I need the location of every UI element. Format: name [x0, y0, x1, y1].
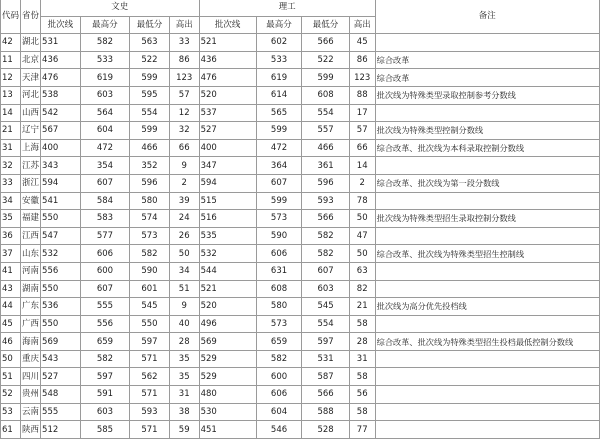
cell-code: 12	[1, 69, 21, 87]
cell-science-min: 566	[302, 34, 349, 52]
cell-science-max: 599	[256, 192, 302, 210]
cell-code: 42	[1, 34, 21, 52]
cell-science-min: 361	[302, 157, 349, 175]
cell-science-min: 587	[302, 368, 349, 386]
cell-science-min: 607	[302, 262, 349, 280]
table-row	[1, 386, 600, 404]
cell-science-max: 573	[256, 315, 302, 333]
cell-remark: 综合改革	[375, 69, 599, 87]
cell-liberal-max: 591	[80, 386, 129, 404]
cell-liberal-batch: 541	[41, 192, 81, 210]
col-header-science: 理工	[199, 0, 375, 16]
cell-remark: 综合改革、批次线为第一段分数线	[375, 174, 599, 192]
col-header-liberal: 文史	[41, 0, 200, 16]
cell-liberal-above: 31	[169, 386, 199, 404]
cell-liberal-max: 472	[80, 139, 129, 157]
cell-science-above: 78	[349, 192, 375, 210]
cell-science-above: 86	[349, 51, 375, 69]
table-row	[1, 333, 600, 351]
cell-science-min: 603	[302, 280, 349, 298]
cell-science-min: 566	[302, 210, 349, 228]
cell-liberal-min: 571	[130, 350, 170, 368]
cell-science-above: 2	[349, 174, 375, 192]
cell-remark	[375, 368, 599, 386]
cell-liberal-above: 28	[169, 333, 199, 351]
cell-province: 陕西	[21, 421, 41, 439]
col-header-science-min: 最低分	[302, 16, 349, 34]
cell-code: 61	[1, 421, 21, 439]
cell-science-min: 599	[302, 69, 349, 87]
cell-liberal-min: 601	[130, 280, 170, 298]
cell-liberal-min: 571	[130, 421, 170, 439]
cell-liberal-max: 619	[80, 69, 129, 87]
cell-science-above: 28	[349, 333, 375, 351]
cell-science-batch: 544	[199, 262, 256, 280]
cell-liberal-batch: 550	[41, 280, 81, 298]
cell-liberal-batch: 538	[41, 86, 81, 104]
table-row	[1, 315, 600, 333]
cell-liberal-min: 573	[130, 227, 170, 245]
cell-liberal-batch: 550	[41, 210, 81, 228]
cell-liberal-batch: 343	[41, 157, 81, 175]
cell-science-batch: 480	[199, 386, 256, 404]
cell-liberal-above: 2	[169, 174, 199, 192]
cell-liberal-batch: 567	[41, 122, 81, 140]
cell-liberal-above: 12	[169, 104, 199, 122]
cell-liberal-max: 604	[80, 122, 129, 140]
cell-remark	[375, 262, 599, 280]
cell-liberal-above: 9	[169, 157, 199, 175]
cell-liberal-max: 583	[80, 210, 129, 228]
cell-province: 河北	[21, 86, 41, 104]
cell-science-batch: 537	[199, 104, 256, 122]
cell-science-batch: 516	[199, 210, 256, 228]
cell-liberal-batch: 543	[41, 350, 81, 368]
col-header-code: 代码	[1, 0, 21, 34]
cell-code: 45	[1, 315, 21, 333]
cell-science-batch: 530	[199, 403, 256, 421]
cell-province: 山西	[21, 104, 41, 122]
cell-liberal-min: 466	[130, 139, 170, 157]
col-header-science-above: 高出	[349, 16, 375, 34]
cell-science-batch: 535	[199, 227, 256, 245]
cell-liberal-above: 40	[169, 315, 199, 333]
cell-science-max: 573	[256, 210, 302, 228]
cell-liberal-above: 123	[169, 69, 199, 87]
cell-province: 北京	[21, 51, 41, 69]
cell-liberal-above: 32	[169, 122, 199, 140]
col-header-remark: 备注	[375, 0, 599, 34]
cell-remark	[375, 157, 599, 175]
cell-science-max: 604	[256, 403, 302, 421]
cell-remark	[375, 315, 599, 333]
cell-liberal-above: 24	[169, 210, 199, 228]
cell-code: 21	[1, 122, 21, 140]
cell-liberal-min: 593	[130, 403, 170, 421]
cell-science-batch: 476	[199, 69, 256, 87]
cell-liberal-batch: 400	[41, 139, 81, 157]
cell-liberal-batch: 436	[41, 51, 81, 69]
col-header-science-batch: 批次线	[199, 16, 256, 34]
cell-liberal-max: 585	[80, 421, 129, 439]
table-body	[1, 34, 600, 439]
cell-liberal-max: 582	[80, 350, 129, 368]
table-row	[1, 174, 600, 192]
cell-remark	[375, 227, 599, 245]
cell-science-max: 631	[256, 262, 302, 280]
cell-science-batch: 451	[199, 421, 256, 439]
cell-code: 36	[1, 227, 21, 245]
cell-remark	[375, 34, 599, 52]
cell-science-min: 554	[302, 315, 349, 333]
cell-code: 37	[1, 245, 21, 263]
cell-science-max: 582	[256, 350, 302, 368]
table-row	[1, 34, 600, 52]
cell-liberal-min: 582	[130, 245, 170, 263]
cell-liberal-above: 66	[169, 139, 199, 157]
col-header-province: 省份	[21, 0, 41, 34]
cell-science-max: 472	[256, 139, 302, 157]
table-row	[1, 245, 600, 263]
cell-science-max: 580	[256, 298, 302, 316]
cell-liberal-max: 603	[80, 403, 129, 421]
cell-liberal-above: 50	[169, 245, 199, 263]
cell-liberal-batch: 569	[41, 333, 81, 351]
cell-code: 46	[1, 333, 21, 351]
cell-science-max: 614	[256, 86, 302, 104]
cell-liberal-above: 39	[169, 192, 199, 210]
cell-science-max: 619	[256, 69, 302, 87]
cell-remark: 综合改革、批次线为特殊类型招生控制线	[375, 245, 599, 263]
cell-code: 32	[1, 157, 21, 175]
cell-liberal-min: 599	[130, 122, 170, 140]
cell-liberal-min: 545	[130, 298, 170, 316]
cell-science-above: 66	[349, 139, 375, 157]
cell-liberal-batch: 536	[41, 298, 81, 316]
cell-science-above: 50	[349, 245, 375, 263]
cell-science-max: 533	[256, 51, 302, 69]
cell-province: 云南	[21, 403, 41, 421]
cell-liberal-min: 522	[130, 51, 170, 69]
cell-remark: 综合改革、批次线为本科录取控制分数线	[375, 139, 599, 157]
cell-liberal-above: 38	[169, 403, 199, 421]
cell-liberal-max: 564	[80, 104, 129, 122]
cell-province: 海南	[21, 333, 41, 351]
cell-science-above: 58	[349, 368, 375, 386]
cell-liberal-batch: 594	[41, 174, 81, 192]
cell-science-above: 77	[349, 421, 375, 439]
cell-science-above: 31	[349, 350, 375, 368]
cell-science-above: 14	[349, 157, 375, 175]
cell-liberal-above: 35	[169, 368, 199, 386]
table-row	[1, 69, 600, 87]
cell-science-above: 45	[349, 34, 375, 52]
cell-liberal-max: 606	[80, 245, 129, 263]
cell-province: 湖北	[21, 34, 41, 52]
cell-code: 41	[1, 262, 21, 280]
cell-code: 35	[1, 210, 21, 228]
cell-liberal-min: 595	[130, 86, 170, 104]
cell-science-min: 588	[302, 403, 349, 421]
cell-science-batch: 400	[199, 139, 256, 157]
cell-science-min: 528	[302, 421, 349, 439]
cell-liberal-max: 603	[80, 86, 129, 104]
table-row	[1, 403, 600, 421]
cell-remark: 批次线为特殊类型录取控制参考分数线	[375, 86, 599, 104]
table-row	[1, 262, 600, 280]
table-row	[1, 139, 600, 157]
cell-province: 广西	[21, 315, 41, 333]
cell-science-min: 545	[302, 298, 349, 316]
cell-science-batch: 520	[199, 298, 256, 316]
cell-science-above: 47	[349, 227, 375, 245]
cell-liberal-min: 563	[130, 34, 170, 52]
cell-science-above: 50	[349, 210, 375, 228]
header-row-1	[1, 0, 600, 16]
cell-province: 山东	[21, 245, 41, 263]
cell-science-above: 58	[349, 315, 375, 333]
cell-liberal-max: 584	[80, 192, 129, 210]
cell-liberal-min: 562	[130, 368, 170, 386]
cell-science-max: 602	[256, 34, 302, 52]
cell-province: 江苏	[21, 157, 41, 175]
cell-liberal-min: 574	[130, 210, 170, 228]
cell-liberal-above: 34	[169, 262, 199, 280]
cell-province: 天津	[21, 69, 41, 87]
cell-science-max: 606	[256, 386, 302, 404]
cell-liberal-max: 533	[80, 51, 129, 69]
cell-liberal-min: 550	[130, 315, 170, 333]
cell-science-max: 608	[256, 280, 302, 298]
cell-science-min: 531	[302, 350, 349, 368]
cell-code: 13	[1, 86, 21, 104]
cell-science-above: 82	[349, 280, 375, 298]
cell-liberal-min: 554	[130, 104, 170, 122]
cell-code: 43	[1, 280, 21, 298]
cell-science-batch: 532	[199, 245, 256, 263]
cell-remark: 综合改革、批次线为特殊类型招生投档最低控制分数线	[375, 333, 599, 351]
table-row	[1, 298, 600, 316]
table-row	[1, 157, 600, 175]
cell-liberal-min: 590	[130, 262, 170, 280]
cell-remark: 批次线为特殊类型控制分数线	[375, 122, 599, 140]
cell-liberal-max: 659	[80, 333, 129, 351]
cell-science-min: 566	[302, 386, 349, 404]
table-row	[1, 104, 600, 122]
cell-remark	[375, 280, 599, 298]
cell-science-min: 554	[302, 104, 349, 122]
cell-code: 33	[1, 174, 21, 192]
cell-liberal-max: 597	[80, 368, 129, 386]
cell-science-min: 597	[302, 333, 349, 351]
cell-code: 50	[1, 350, 21, 368]
table-row	[1, 51, 600, 69]
cell-science-max: 565	[256, 104, 302, 122]
cell-remark	[375, 104, 599, 122]
cell-science-max: 546	[256, 421, 302, 439]
cell-science-min: 466	[302, 139, 349, 157]
cell-science-max: 590	[256, 227, 302, 245]
cell-science-above: 63	[349, 262, 375, 280]
cell-liberal-batch: 531	[41, 34, 81, 52]
table-row	[1, 210, 600, 228]
cell-liberal-batch: 555	[41, 403, 81, 421]
cell-liberal-batch: 556	[41, 262, 81, 280]
cell-province: 贵州	[21, 386, 41, 404]
cell-liberal-min: 597	[130, 333, 170, 351]
cell-liberal-above: 33	[169, 34, 199, 52]
cell-science-batch: 569	[199, 333, 256, 351]
table-row	[1, 350, 600, 368]
cell-liberal-max: 556	[80, 315, 129, 333]
cell-liberal-above: 9	[169, 298, 199, 316]
cell-liberal-batch: 550	[41, 315, 81, 333]
cell-science-above: 57	[349, 122, 375, 140]
cell-science-batch: 529	[199, 368, 256, 386]
col-header-liberal-above: 高出	[169, 16, 199, 34]
cell-liberal-max: 555	[80, 298, 129, 316]
cell-liberal-batch: 542	[41, 104, 81, 122]
cell-province: 安徽	[21, 192, 41, 210]
cell-science-batch: 594	[199, 174, 256, 192]
cell-liberal-above: 51	[169, 280, 199, 298]
cell-science-batch: 515	[199, 192, 256, 210]
col-header-liberal-batch: 批次线	[41, 16, 81, 34]
cell-liberal-max: 600	[80, 262, 129, 280]
cell-remark: 批次线为高分优先投档线	[375, 298, 599, 316]
cell-liberal-batch: 547	[41, 227, 81, 245]
cell-remark	[375, 350, 599, 368]
cell-science-max: 607	[256, 174, 302, 192]
cell-liberal-batch: 532	[41, 245, 81, 263]
cell-science-batch: 496	[199, 315, 256, 333]
cell-science-batch: 520	[199, 86, 256, 104]
cell-liberal-max: 577	[80, 227, 129, 245]
cell-remark: 批次线为特殊类型招生录取控制分数线	[375, 210, 599, 228]
col-header-science-max: 最高分	[256, 16, 302, 34]
cell-remark	[375, 386, 599, 404]
col-header-liberal-min: 最低分	[130, 16, 170, 34]
cell-science-above: 17	[349, 104, 375, 122]
cell-science-max: 364	[256, 157, 302, 175]
cell-province: 四川	[21, 368, 41, 386]
cell-science-min: 582	[302, 227, 349, 245]
table-row	[1, 227, 600, 245]
table-row	[1, 86, 600, 104]
cell-province: 浙江	[21, 174, 41, 192]
cell-province: 重庆	[21, 350, 41, 368]
table-row	[1, 368, 600, 386]
cell-liberal-max: 607	[80, 174, 129, 192]
cell-code: 51	[1, 368, 21, 386]
cell-science-min: 596	[302, 174, 349, 192]
cell-science-batch: 436	[199, 51, 256, 69]
cell-liberal-batch: 476	[41, 69, 81, 87]
table-row	[1, 280, 600, 298]
cell-liberal-above: 57	[169, 86, 199, 104]
cell-liberal-min: 599	[130, 69, 170, 87]
cell-province: 江西	[21, 227, 41, 245]
cell-science-max: 659	[256, 333, 302, 351]
cell-code: 44	[1, 298, 21, 316]
cell-liberal-above: 86	[169, 51, 199, 69]
cell-science-min: 557	[302, 122, 349, 140]
cell-liberal-batch: 548	[41, 386, 81, 404]
cell-science-max: 606	[256, 245, 302, 263]
cell-liberal-above: 59	[169, 421, 199, 439]
cell-liberal-max: 354	[80, 157, 129, 175]
cell-province: 上海	[21, 139, 41, 157]
cell-science-batch: 521	[199, 280, 256, 298]
cell-code: 31	[1, 139, 21, 157]
cell-code: 14	[1, 104, 21, 122]
cell-science-min: 593	[302, 192, 349, 210]
cell-science-batch: 527	[199, 122, 256, 140]
cell-science-above: 21	[349, 298, 375, 316]
cell-remark: 综合改革	[375, 51, 599, 69]
cell-science-max: 599	[256, 122, 302, 140]
cell-liberal-min: 571	[130, 386, 170, 404]
cell-science-batch: 529	[199, 350, 256, 368]
cell-science-batch: 521	[199, 34, 256, 52]
cell-science-max: 600	[256, 368, 302, 386]
cell-science-above: 56	[349, 386, 375, 404]
cell-province: 福建	[21, 210, 41, 228]
cell-science-above: 88	[349, 86, 375, 104]
cell-code: 11	[1, 51, 21, 69]
cell-science-above: 123	[349, 69, 375, 87]
cell-liberal-max: 582	[80, 34, 129, 52]
cell-science-min: 522	[302, 51, 349, 69]
cell-liberal-min: 352	[130, 157, 170, 175]
cell-science-min: 582	[302, 245, 349, 263]
cell-liberal-batch: 527	[41, 368, 81, 386]
cell-science-min: 608	[302, 86, 349, 104]
table-row	[1, 192, 600, 210]
cell-remark	[375, 403, 599, 421]
cell-liberal-above: 35	[169, 350, 199, 368]
cell-code: 53	[1, 403, 21, 421]
cell-liberal-batch: 512	[41, 421, 81, 439]
col-header-liberal-max: 最高分	[80, 16, 129, 34]
cell-liberal-min: 596	[130, 174, 170, 192]
cell-liberal-max: 607	[80, 280, 129, 298]
cell-province: 湖南	[21, 280, 41, 298]
cell-remark	[375, 192, 599, 210]
cell-province: 广东	[21, 298, 41, 316]
table-row	[1, 122, 600, 140]
cell-liberal-above: 26	[169, 227, 199, 245]
cell-province: 河南	[21, 262, 41, 280]
cell-code: 52	[1, 386, 21, 404]
cell-science-batch: 347	[199, 157, 256, 175]
cell-liberal-min: 580	[130, 192, 170, 210]
cell-code: 34	[1, 192, 21, 210]
cell-province: 辽宁	[21, 122, 41, 140]
cell-science-above: 58	[349, 403, 375, 421]
